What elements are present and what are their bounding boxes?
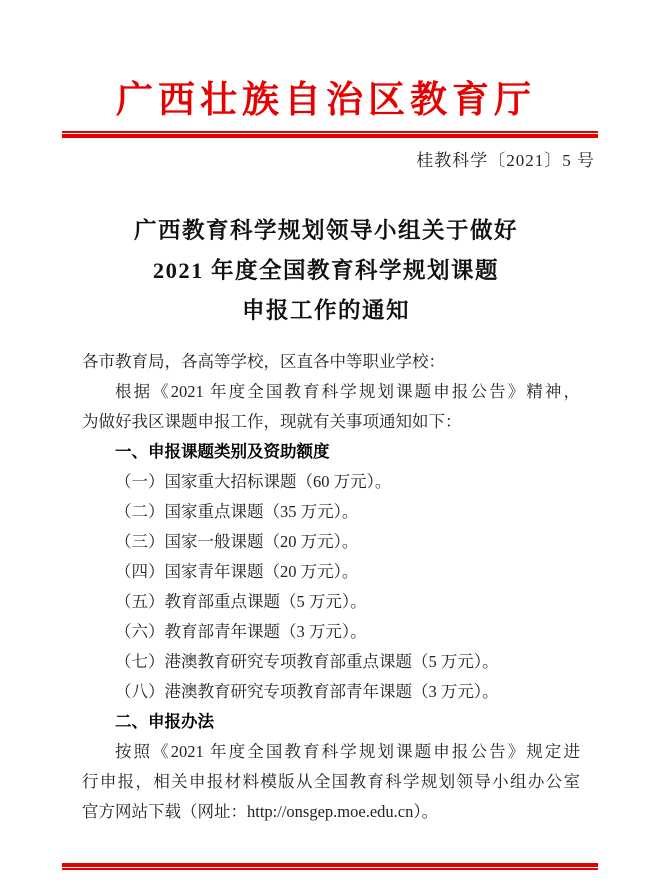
body-line: （二）国家重点课题（35 万元）。 <box>115 502 359 521</box>
notice-title-line-2: 2021 年度全国教育科学规划课题 <box>152 258 500 283</box>
body-line: 官方网站下载（网址：http://onsgep.moe.edu.cn）。 <box>82 802 439 821</box>
body-line: 按照《2021 年度全国教育科学规划课题申报公告》规定进 <box>115 742 580 761</box>
body-line: 根据《2021 年度全国教育科学规划课题申报公告》精神， <box>115 382 580 401</box>
header-divider-double-rule <box>62 131 598 138</box>
body-line: （四）国家青年课题（20 万元）。 <box>115 562 359 581</box>
body-line: 行申报，相关申报材料模版从全国教育科学规划领导小组办公室 <box>82 772 580 791</box>
body-line: 各市教育局，各高等学校，区直各中等职业学校： <box>82 352 445 371</box>
body-line: （五）教育部重点课题（5 万元）。 <box>115 592 367 611</box>
notice-title <box>0 211 652 331</box>
section-heading: 一、申报课题类别及资助额度 <box>115 443 330 461</box>
notice-title-line-3: 申报工作的通知 <box>241 298 410 323</box>
body-line: （七）港澳教育研究专项教育部重点课题（5 万元）。 <box>115 652 499 671</box>
body-line: （一）国家重大招标课题（60 万元）。 <box>115 472 392 491</box>
agency-masthead-title: 广西壮族自治区教育厅 <box>116 80 536 121</box>
body-line: （六）教育部青年课题（3 万元）。 <box>115 622 367 641</box>
footer-divider-thick-line <box>62 863 598 867</box>
header-divider-thin-line <box>62 131 598 133</box>
body-line: （三）国家一般课题（20 万元）。 <box>115 532 359 551</box>
body-line: （八）港澳教育研究专项教育部青年课题（3 万元）。 <box>115 682 499 701</box>
footer-divider-double-rule <box>62 863 598 870</box>
body-line: 为做好我区课题申报工作，现就有关事项通知如下： <box>82 412 462 431</box>
header-divider-thick-line <box>62 134 598 138</box>
section-heading: 二、申报办法 <box>115 713 214 731</box>
notice-title-line-1: 广西教育科学规划领导小组关于做好 <box>133 218 518 243</box>
footer-divider-thin-line <box>62 868 598 870</box>
document-body <box>0 347 652 827</box>
document-number: 桂教科学〔2021〕5 号 <box>416 151 595 170</box>
